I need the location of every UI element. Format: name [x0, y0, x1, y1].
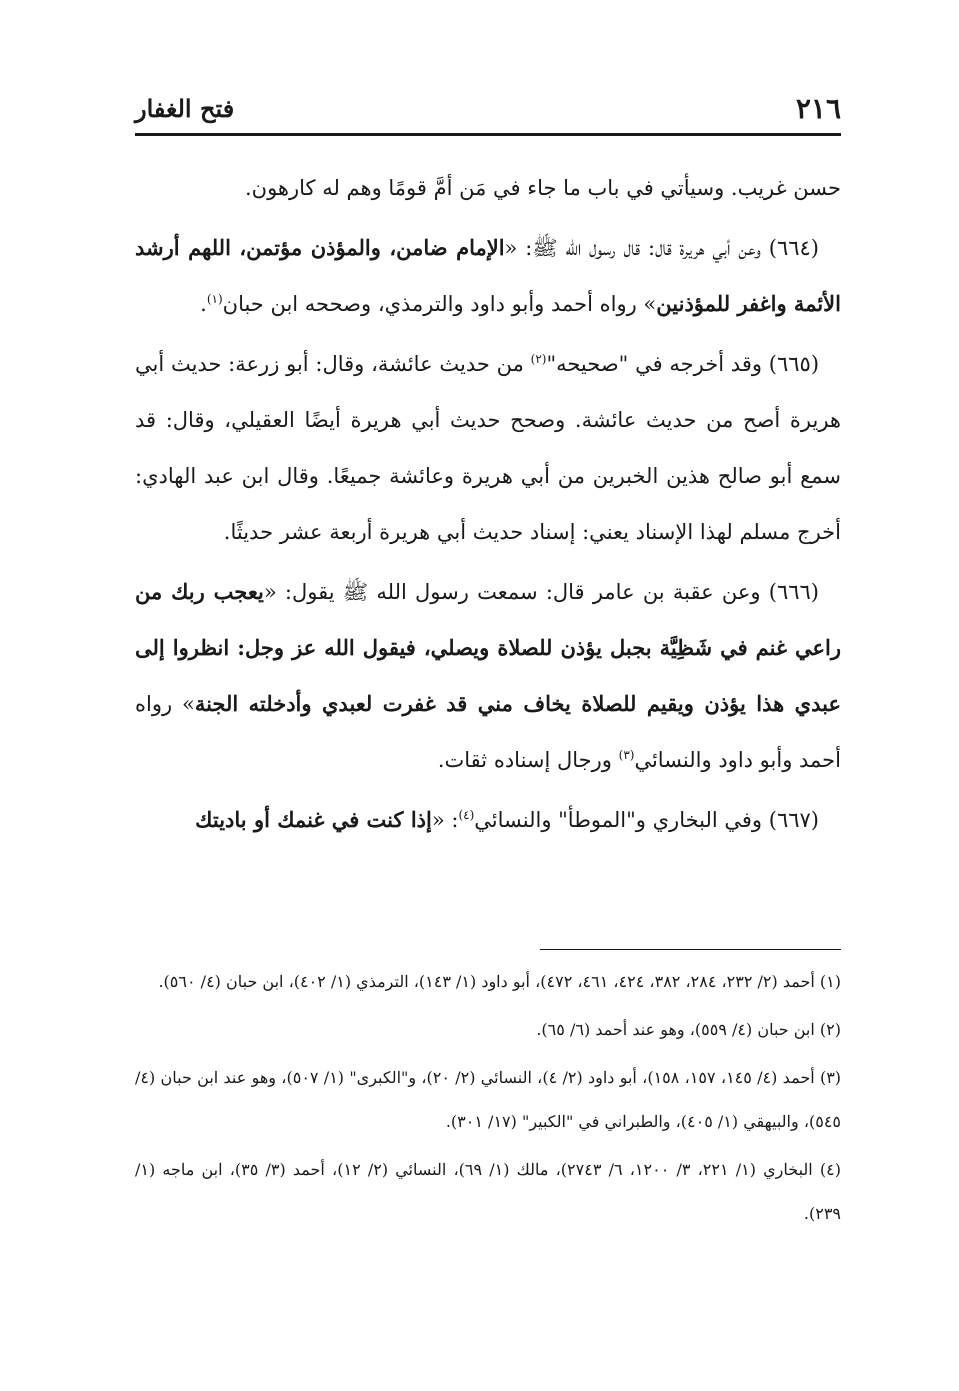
footnote-separator — [540, 949, 841, 950]
hadith-665 — [135, 336, 841, 560]
header-rule — [135, 133, 841, 136]
hadith-text: إذا كنت في غنمك أو باديتك — [195, 807, 432, 832]
hadith-666 — [135, 564, 841, 788]
paragraph-continuation — [135, 160, 841, 216]
footnote-4: (٤) البخاري (١/ ٢٢١، ٣/ ١٢٠٠، ٦/ ٢٧٤٣)، مالك (١/ ٦٩)، النسائي (٢/ ١٢)، أحمد (٣/ ٣٥)، ابن ماجه (١/ ٢٣٩). — [135, 1160, 841, 1223]
footnote-ref-1[interactable]: (١) — [206, 292, 223, 306]
hadith-source: » رواه أحمد وأبو داود والنسائي — [135, 692, 841, 772]
paragraph-text: حسن غريب. وسيأتي في باب ما جاء في مَن أمَّ قومًا وهم له كارهون. — [244, 176, 841, 200]
paragraph-end: . — [200, 292, 207, 316]
hadith-intro: (٦٦٦) وعن عقبة بن عامر قال: سمعت رسول الله ﷺ يقول: « — [263, 580, 819, 604]
hadith-667 — [135, 792, 841, 848]
paragraph-text: من حديث عائشة، وقال: أبو زرعة: حديث أبي هريرة أصح من حديث عائشة. وصحح حديث أبي هريرة أيضًا العقيلي، وقال: قد سمع أبو صالح هذين الخبرين من أبي هريرة وعائشة جميعًا. وقال ابن عبد الهادي: أخرج مسلم لهذا الإسناد يعني: إسناد حديث أبي هريرة أربعة عشر حديثًا. — [135, 352, 841, 544]
hadith-text: يعجب ربك من راعي غنم في شَظِيَّة بجبل يؤذن للصلاة ويصلي، فيقول الله عز وجل: انظروا إلى عبدي هذا يؤذن ويقيم للصلاة يخاف مني قد غفرت لعبدي وأدخلته الجنة — [135, 579, 841, 716]
footnote-ref-4[interactable]: (٤) — [458, 808, 475, 822]
hadith-source: » رواه أحمد وأبو داود والترمذي، وصححه ابن حبان — [222, 292, 657, 316]
hadith-intro: (٦٦٤) وعن أبي هريرة قال: قال رسول الله ﷺ: « — [504, 236, 819, 260]
footnote-2: (٢) ابن حبان (٤/ ٥٥٩)، وهو عند أحمد (٦/ ٦٥). — [536, 1020, 841, 1039]
hadith-intro: (٦٦٧) وفي البخاري و"الموطأ" والنسائي — [474, 808, 819, 832]
footnote-1: (١) أحمد (٢/ ٢٣٢، ٢٨٤، ٣٨٢، ٤٢٤، ٤٦١، ٤٧٢)، أبو داود (١/ ١٤٣)، الترمذي (١/ ٤٠٢)، ابن حبان (٤/ ٥٦٠). — [158, 972, 841, 991]
hadith-664 — [135, 220, 841, 332]
hadith-colon: : « — [431, 808, 459, 832]
hadith-text: الإمام ضامن، والمؤذن مؤتمن، اللهم أرشد الأئمة واغفر للمؤذنين — [135, 235, 841, 316]
footnote-3: (٣) أحمد (٤/ ١٤٥، ١٥٧، ١٥٨)، أبو داود (٢/ ٤)، النسائي (٢/ ٢٠)، و"الكبرى" (١/ ٥٠٧)، وهو عند ابن حبان (٤/ ٥٤٥)، والبيهقي (١/ ٤٠٥)، والطبراني في "الكبير" (١٧/ ٣٠١). — [135, 1068, 842, 1131]
footnote-ref-2[interactable]: (٢) — [530, 352, 547, 366]
page-number: ٢١٦ — [795, 92, 841, 125]
main-text — [135, 160, 841, 852]
footnote-ref-3[interactable]: (٣) — [618, 748, 635, 762]
paragraph-end: ورجال إسناده ثقات. — [437, 748, 619, 772]
footnotes — [135, 960, 841, 1240]
page-header — [135, 92, 841, 132]
running-title: فتح الغفار — [135, 94, 235, 123]
paragraph-text: (٦٦٥) وقد أخرجه في "صحيحه" — [546, 352, 820, 376]
